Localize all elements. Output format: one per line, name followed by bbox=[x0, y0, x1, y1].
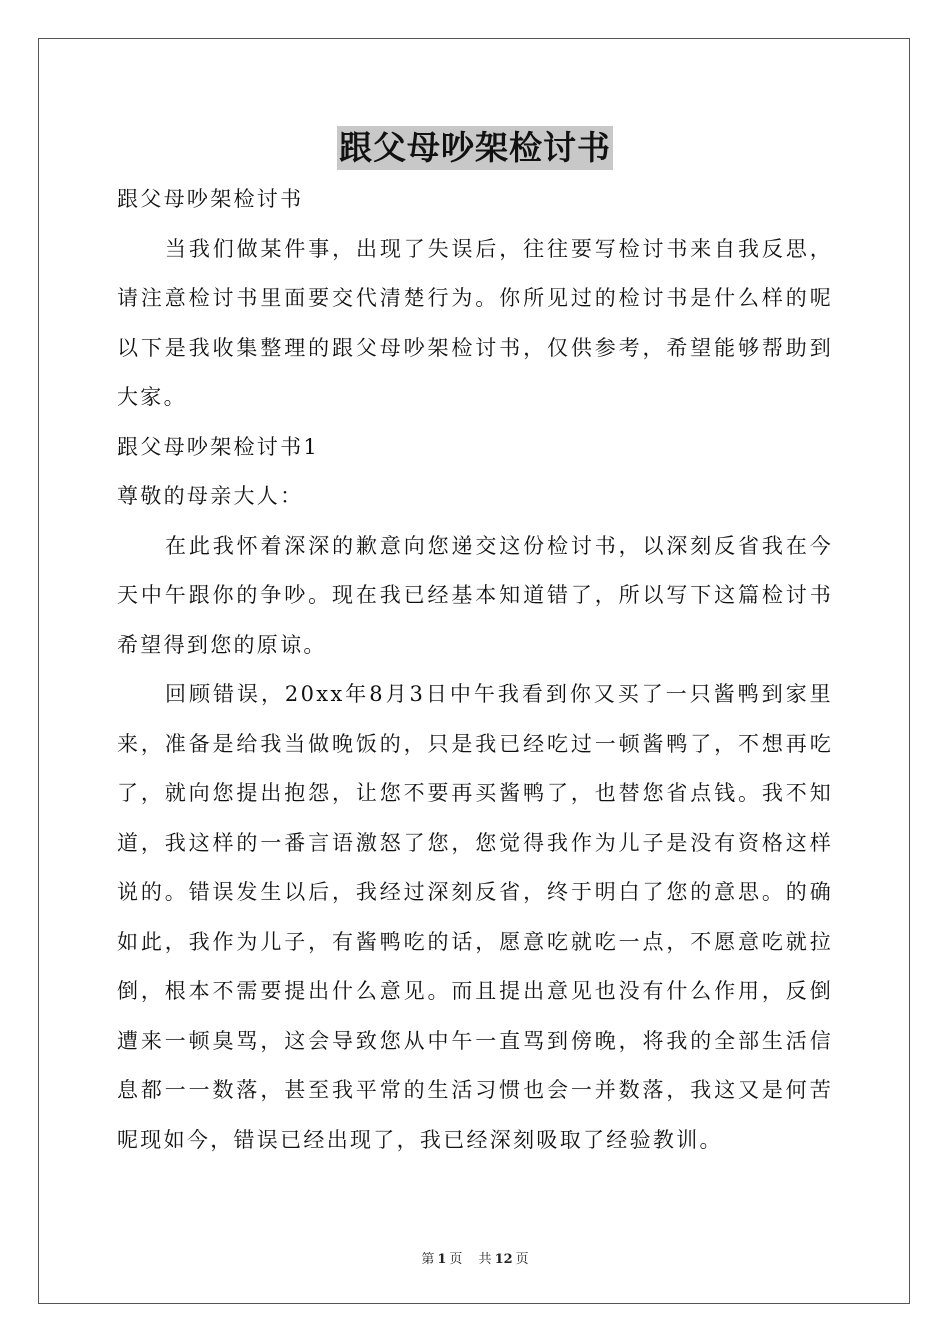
title-wrap bbox=[0, 126, 950, 170]
paragraph-subtitle: 跟父母吵架检讨书 bbox=[117, 187, 304, 211]
paragraph-apology: 在此我怀着深深的歉意向您递交这份检讨书，以深刻反省我在今天中午跟你的争吵。现在我已经基本知道错了，所以写下这篇检讨书希望得到您的原谅。 bbox=[117, 533, 833, 657]
document-title: 跟父母吵架检讨书 bbox=[337, 126, 613, 170]
page-number: 第 1 页 bbox=[421, 1252, 463, 1267]
document-body bbox=[117, 175, 833, 1165]
page-footer bbox=[0, 1248, 950, 1267]
paragraph-section-heading: 跟父母吵架检讨书1 bbox=[117, 434, 320, 459]
paragraph-intro: 当我们做某件事，出现了失误后，往往要写检讨书来自我反思，请注意检讨书里面要交代清楚行为。你所见过的检讨书是什么样的呢以下是我收集整理的跟父母吵架检讨书，仅供参考，希望能够帮助到大家。 bbox=[117, 236, 833, 409]
paragraph-review: 回顾错误，20xx年8月3日中午我看到你又买了一只酱鸭到家里来，准备是给我当做晚饭的，只是我已经吃过一顿酱鸭了，不想再吃了，就向您提出抱怨，让您不要再买酱鸭了，也替您省点钱。我不知道，我这样的一番言语激怒了您，您觉得我作为儿子是没有资格这样说的。错误发生以后，我经过深刻反省，终于明白了您的意思。的确如此，我作为儿子，有酱鸭吃的话，愿意吃就吃一点，不愿意吃就拉倒，根本不需要提出什么意见。而且提出意见也没有什么作用，反倒遭来一顿臭骂，这会导致您从中午一直骂到傍晚，将我的全部生活信息都一一数落，甚至我平常的生活习惯也会一并数落，我这又是何苦呢现如今，错误已经出现了，我已经深刻吸取了经验教训。 bbox=[117, 682, 833, 1152]
page-total: 共 12 页 bbox=[478, 1252, 529, 1267]
paragraph-salutation: 尊敬的母亲大人： bbox=[117, 484, 304, 508]
